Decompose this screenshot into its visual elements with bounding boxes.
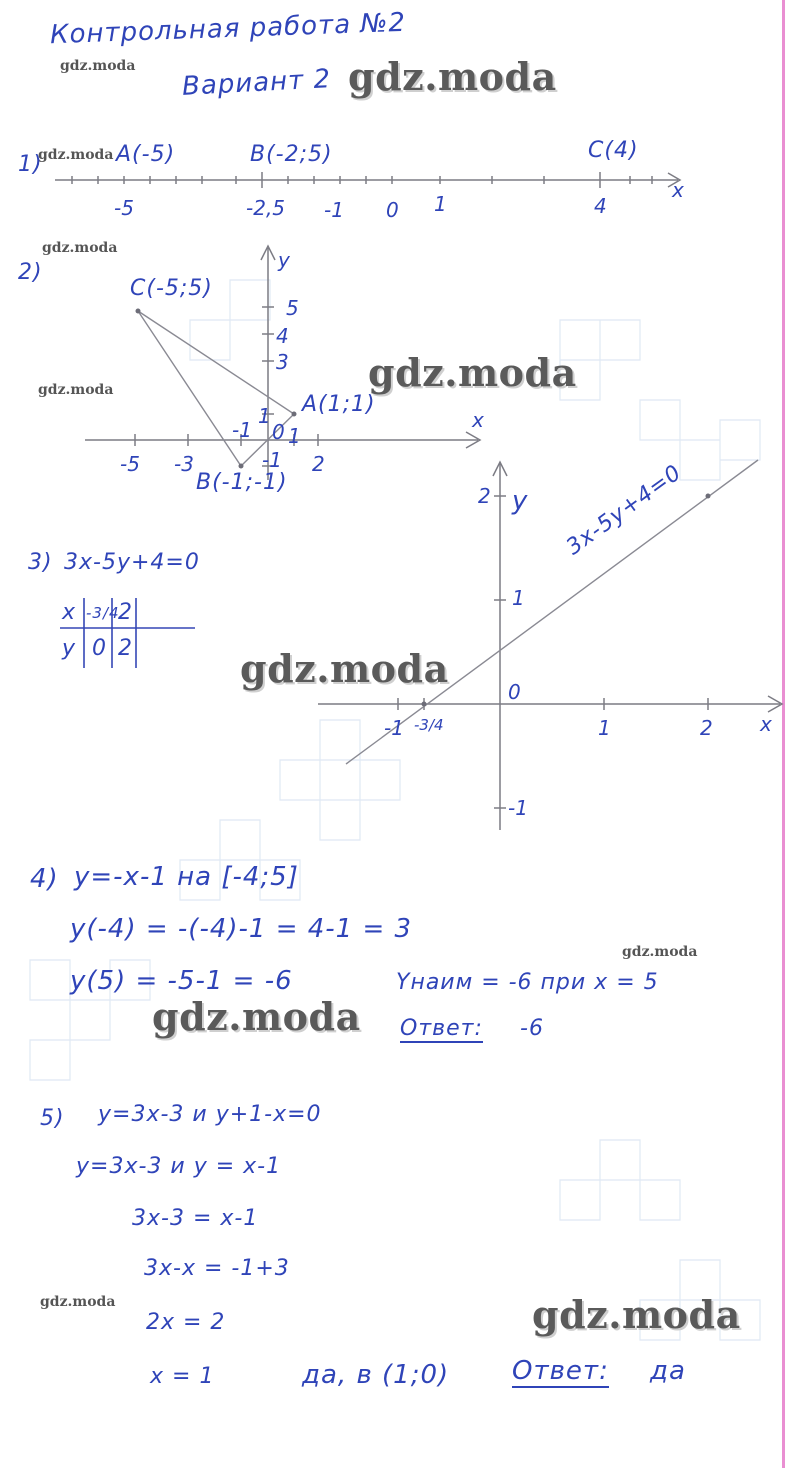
task3-xtick-label: -3/4 xyxy=(414,716,444,734)
task5-conclusion: да, в (1;0) xyxy=(302,1360,450,1390)
task4-line2: y(-4) = -(-4)-1 = 4-1 = 3 xyxy=(70,914,413,944)
task2-xtick-label: -1 xyxy=(262,448,282,472)
task5-answer-value: да xyxy=(650,1356,686,1386)
task2-ytick-label: 5 xyxy=(286,296,299,320)
watermark-large: gdz.moda xyxy=(240,646,449,691)
task2-axis-x-label: x xyxy=(472,408,484,432)
task2-point-a: A(1;1) xyxy=(302,392,376,417)
task2-xtick-label: 2 xyxy=(312,452,325,476)
task2-ytick-label: 4 xyxy=(276,324,289,348)
task2-xtick-label: -3 xyxy=(174,452,194,476)
watermark-large: gdz.moda xyxy=(532,1292,741,1337)
task4-line1: y=-x-1 на [-4;5] xyxy=(74,862,299,892)
task3-ytick-label: 1 xyxy=(512,586,525,610)
task3-table-x-label: x xyxy=(62,600,77,625)
task4-number: 4) xyxy=(30,864,59,894)
watermark-small: gdz.moda xyxy=(42,240,118,256)
watermark-small: gdz.moda xyxy=(38,147,114,163)
task3-table-x1: -3/4 xyxy=(86,604,120,622)
task1-tick-label: -5 xyxy=(114,196,134,220)
task3-table-y1: 0 xyxy=(92,636,107,661)
worksheet-title: Контрольная работа №2 xyxy=(49,7,407,51)
task4-answer-label: Ответ: xyxy=(400,1016,483,1041)
task3-origin-label: 0 xyxy=(508,680,521,704)
task3-ytick-label: 2 xyxy=(478,484,491,508)
task1-point-b: B(-2;5) xyxy=(250,142,333,167)
task1-point-c: C(4) xyxy=(588,138,639,163)
watermark-small: gdz.moda xyxy=(40,1294,116,1310)
task2-ytick-label: 3 xyxy=(276,350,289,374)
task3-axis-x-label: x xyxy=(760,712,772,736)
task4-line3: y(5) = -5-1 = -6 xyxy=(70,966,293,996)
task2-point-b: B(-1;-1) xyxy=(196,470,288,495)
task1-tick-label: 4 xyxy=(594,194,607,218)
task3-line-label: 3x-5y+4=0 xyxy=(562,460,687,561)
variant-label: Вариант 2 xyxy=(181,64,332,102)
task1-point-a: A(-5) xyxy=(116,142,176,167)
task2-axis-y-label: y xyxy=(278,248,290,272)
watermark-large: gdz.moda xyxy=(368,350,577,395)
task1-number: 1) xyxy=(18,152,43,177)
task2-point-c: C(-5;5) xyxy=(130,276,213,301)
task1-axis-label: x xyxy=(672,178,684,202)
task5-line3: 3x-3 = x-1 xyxy=(132,1206,259,1231)
task3-table-y-label: y xyxy=(62,636,77,661)
watermark-large: gdz.moda xyxy=(152,994,361,1039)
watermark-small: gdz.moda xyxy=(38,382,114,398)
task1-tick-label: 0 xyxy=(386,198,399,222)
task3-ytick-label: -1 xyxy=(508,796,528,820)
task4-result: Yнаим = -6 при x = 5 xyxy=(396,970,659,995)
task2-ytick-label: 1 xyxy=(258,404,271,428)
task2-origin-label: 0 xyxy=(272,420,285,444)
task4-answer-value: -6 xyxy=(520,1016,544,1041)
task5-line6: x = 1 xyxy=(150,1364,215,1389)
watermark-small: gdz.moda xyxy=(60,58,136,74)
task5-line5: 2x = 2 xyxy=(146,1310,226,1335)
task2-xtick-label: 1 xyxy=(288,424,301,448)
task2-xtick-label: -5 xyxy=(120,452,140,476)
task3-xtick-label: -1 xyxy=(384,716,404,740)
task5-line4: 3x-x = -1+3 xyxy=(144,1256,290,1281)
task1-tick-label: 1 xyxy=(434,192,447,216)
task3-xtick-label: 2 xyxy=(700,716,713,740)
task1-tick-label: -2,5 xyxy=(246,196,286,220)
task3-xtick-label: 1 xyxy=(598,716,611,740)
task3-table-x2: 2 xyxy=(118,600,133,625)
watermark-large: gdz.moda xyxy=(348,54,557,99)
task5-line1: y=3x-3 и y+1-x=0 xyxy=(98,1102,322,1127)
task3-axis-y-label: y xyxy=(512,486,528,516)
task3-number: 3) xyxy=(28,550,53,575)
task1-tick-label: -1 xyxy=(324,198,344,222)
task2-number: 2) xyxy=(18,260,43,285)
watermark-small: gdz.moda xyxy=(622,944,698,960)
task5-line2: y=3x-3 и y = x-1 xyxy=(76,1154,282,1179)
task3-equation: 3x-5y+4=0 xyxy=(64,550,200,575)
task2-xtick-label: -1 xyxy=(232,418,252,442)
task3-table-y2: 2 xyxy=(118,636,133,661)
task5-answer-label: Ответ: xyxy=(512,1356,609,1386)
task5-number: 5) xyxy=(40,1106,65,1131)
